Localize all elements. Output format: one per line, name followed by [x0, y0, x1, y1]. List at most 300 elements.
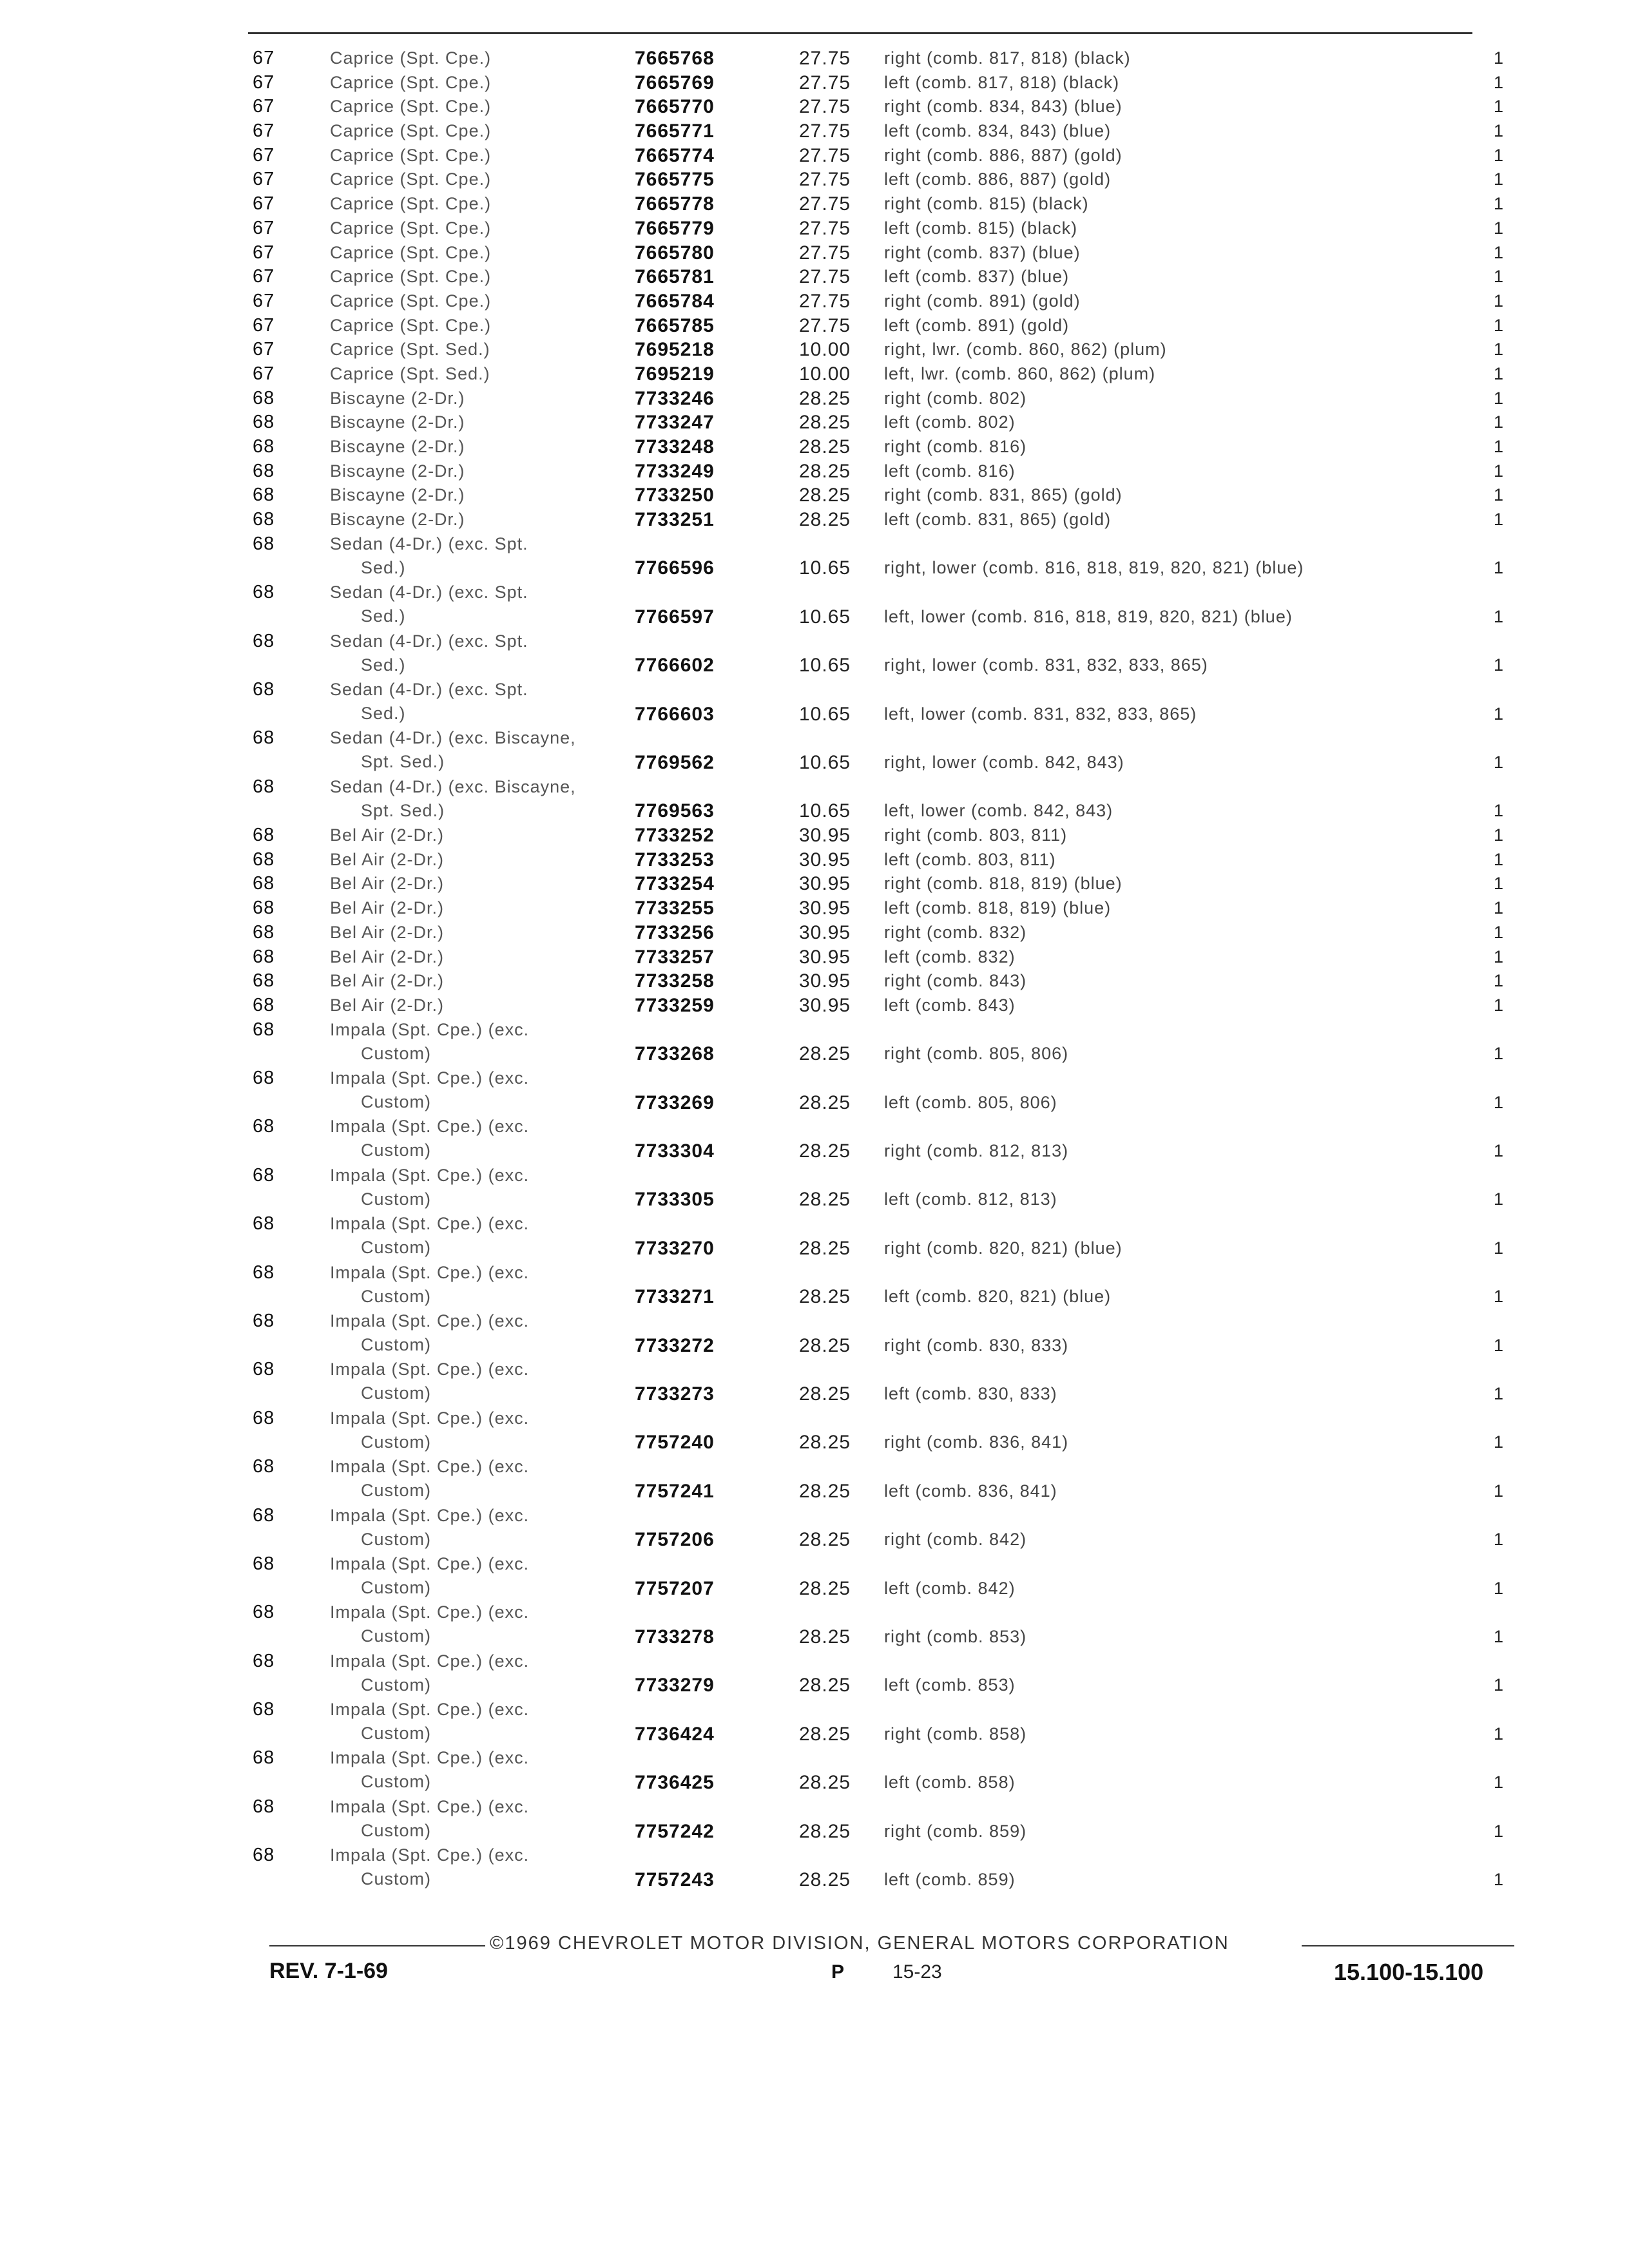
- quantity: 1: [1494, 194, 1505, 214]
- part-description: right (comb. 820, 821) (blue): [884, 1238, 1123, 1258]
- model-description: [330, 945, 613, 969]
- part-number: 7665775: [635, 169, 715, 191]
- table-row: [0, 896, 1629, 921]
- quantity: 1: [1494, 72, 1505, 92]
- table-row: [0, 1212, 1629, 1260]
- part-number: 7733246: [635, 387, 715, 409]
- top-rule: [248, 32, 1472, 34]
- quantity: 1: [1494, 291, 1505, 311]
- quantity: 1: [1494, 1092, 1505, 1112]
- model-description: [330, 192, 613, 216]
- quantity: 1: [1494, 121, 1505, 141]
- model-year: 67: [253, 96, 275, 117]
- quantity: 1: [1494, 1432, 1505, 1452]
- list-price: 28.25: [799, 1189, 851, 1211]
- quantity: 1: [1494, 1530, 1505, 1550]
- quantity: 1: [1494, 1189, 1505, 1209]
- part-number: 7733257: [635, 946, 715, 968]
- list-price: 28.25: [799, 1577, 851, 1599]
- list-price: 28.25: [799, 1383, 851, 1405]
- model-description: [330, 1212, 613, 1260]
- model-description: [330, 508, 613, 532]
- list-price: 28.25: [799, 1626, 851, 1648]
- quantity: 1: [1494, 242, 1505, 262]
- model-continuation: Sed.): [361, 703, 406, 723]
- model-continuation: Custom): [361, 1481, 432, 1501]
- model-line: Caprice (Spt. Cpe.): [330, 315, 492, 335]
- model-line: Impala (Spt. Cpe.) (exc.: [330, 1553, 530, 1573]
- list-price: 10.65: [799, 752, 851, 773]
- model-continuation: Custom): [361, 1675, 432, 1695]
- model-description: [330, 1746, 613, 1794]
- quantity: 1: [1494, 145, 1505, 165]
- list-price: 28.25: [799, 1675, 851, 1696]
- model-line: Caprice (Spt. Cpe.): [330, 218, 492, 238]
- model-line: Caprice (Spt. Cpe.): [330, 242, 492, 262]
- model-year: 68: [253, 460, 275, 481]
- model-year: 67: [253, 169, 275, 190]
- model-line: Impala (Spt. Cpe.) (exc.: [330, 1262, 530, 1282]
- model-description: [330, 144, 613, 168]
- model-line: Impala (Spt. Cpe.) (exc.: [330, 1165, 530, 1185]
- table-row: [0, 410, 1629, 435]
- model-year: 68: [253, 727, 275, 749]
- model-year: 67: [253, 290, 275, 311]
- part-number: 7665770: [635, 96, 715, 118]
- quantity: 1: [1494, 340, 1505, 360]
- model-year: 68: [253, 921, 275, 943]
- part-number: 7665780: [635, 242, 715, 264]
- table-row: [0, 1115, 1629, 1163]
- list-price: 27.75: [799, 48, 851, 69]
- model-year: 68: [253, 1456, 275, 1477]
- part-number: 7733254: [635, 873, 715, 895]
- model-year: 68: [253, 1164, 275, 1186]
- list-price: 30.95: [799, 970, 851, 992]
- model-description: [330, 1309, 613, 1357]
- table-row: [0, 241, 1629, 265]
- model-continuation: Custom): [361, 1772, 432, 1792]
- model-line: Caprice (Spt. Cpe.): [330, 145, 492, 165]
- part-number: 7733269: [635, 1091, 715, 1113]
- part-description: left (comb. 837) (blue): [884, 267, 1070, 287]
- model-description: [330, 338, 613, 361]
- model-line: Caprice (Spt. Cpe.): [330, 72, 492, 92]
- model-description: [330, 1407, 613, 1454]
- model-year: 68: [253, 1699, 275, 1720]
- model-description: [330, 1164, 613, 1211]
- part-description: left (comb. 830, 833): [884, 1384, 1057, 1404]
- table-row: [0, 823, 1629, 848]
- part-number: 7766597: [635, 606, 715, 628]
- part-description: left (comb. 843): [884, 995, 1016, 1015]
- model-line: Sedan (4-Dr.) (exc. Biscayne,: [330, 728, 576, 748]
- quantity: 1: [1494, 995, 1505, 1015]
- model-description: [330, 168, 613, 191]
- table-row: [0, 387, 1629, 411]
- model-line: Impala (Spt. Cpe.) (exc.: [330, 1845, 530, 1865]
- quantity: 1: [1494, 801, 1505, 821]
- part-number: 7733271: [635, 1286, 715, 1308]
- model-year: 68: [253, 1504, 275, 1526]
- model-line: Caprice (Spt. Cpe.): [330, 169, 492, 189]
- model-description: [330, 483, 613, 507]
- footer-rule-left: [269, 1945, 485, 1946]
- part-description: right (comb. 891) (gold): [884, 291, 1081, 311]
- quantity: 1: [1494, 461, 1505, 481]
- model-continuation: Custom): [361, 1820, 432, 1840]
- table-row: [0, 1261, 1629, 1309]
- model-year: 67: [253, 120, 275, 142]
- part-description: right (comb. 837) (blue): [884, 242, 1081, 262]
- model-line: Bel Air (2-Dr.): [330, 898, 445, 918]
- model-line: Bel Air (2-Dr.): [330, 922, 445, 942]
- part-description: right (comb. 805, 806): [884, 1044, 1069, 1064]
- quantity: 1: [1494, 655, 1505, 675]
- model-continuation: Custom): [361, 1286, 432, 1306]
- table-row: [0, 46, 1629, 71]
- model-line: Impala (Spt. Cpe.) (exc.: [330, 1408, 530, 1428]
- model-description: [330, 581, 613, 628]
- page-number: 15-23: [892, 1961, 942, 1983]
- list-price: 28.25: [799, 1043, 851, 1065]
- model-year: 68: [253, 970, 275, 992]
- part-number: 7733305: [635, 1189, 715, 1211]
- part-number: 7769563: [635, 800, 715, 822]
- model-line: Sedan (4-Dr.) (exc. Spt.: [330, 582, 528, 602]
- model-line: Caprice (Spt. Sed.): [330, 340, 490, 360]
- model-line: Impala (Spt. Cpe.) (exc.: [330, 1068, 530, 1088]
- model-year: 68: [253, 898, 275, 919]
- model-line: Impala (Spt. Cpe.) (exc.: [330, 1019, 530, 1039]
- model-year: 68: [253, 1262, 275, 1283]
- quantity: 1: [1494, 971, 1505, 991]
- model-line: Biscayne (2-Dr.): [330, 510, 465, 530]
- model-year: 68: [253, 582, 275, 603]
- model-year: 68: [253, 509, 275, 530]
- model-year: 68: [253, 994, 275, 1015]
- footer-rule-right: [1302, 1945, 1514, 1946]
- quantity: 1: [1494, 825, 1505, 845]
- model-description: [330, 1600, 613, 1648]
- list-price: 27.75: [799, 266, 851, 288]
- part-number: 7733247: [635, 412, 715, 434]
- table-row: [0, 581, 1629, 629]
- model-year: 68: [253, 825, 275, 846]
- quantity: 1: [1494, 1675, 1505, 1695]
- part-description: right (comb. 842): [884, 1530, 1027, 1550]
- quantity: 1: [1494, 1044, 1505, 1064]
- part-description: left, lower (comb. 842, 843): [884, 801, 1113, 821]
- model-description: [330, 1261, 613, 1309]
- model-description: [330, 726, 613, 774]
- model-line: Bel Air (2-Dr.): [330, 825, 445, 845]
- part-description: right (comb. 817, 818) (black): [884, 48, 1131, 68]
- section-reference: 15.100-15.100: [1334, 1959, 1484, 1985]
- table-row: [0, 1018, 1629, 1066]
- model-year: 68: [253, 1602, 275, 1623]
- table-row: [0, 848, 1629, 872]
- quantity: 1: [1494, 1481, 1505, 1501]
- list-price: 30.95: [799, 873, 851, 895]
- list-price: 27.75: [799, 242, 851, 264]
- part-description: left (comb. 853): [884, 1675, 1016, 1695]
- list-price: 27.75: [799, 290, 851, 312]
- part-description: right, lower (comb. 831, 832, 833, 865): [884, 655, 1208, 675]
- part-description: left (comb. 842): [884, 1578, 1016, 1598]
- quantity: 1: [1494, 412, 1505, 432]
- list-price: 30.95: [799, 994, 851, 1016]
- part-number: 7757240: [635, 1432, 715, 1454]
- quantity: 1: [1494, 1335, 1505, 1355]
- part-description: right (comb. 836, 841): [884, 1432, 1069, 1452]
- part-description: left (comb. 832): [884, 947, 1016, 966]
- part-number: 7733250: [635, 485, 715, 506]
- model-year: 68: [253, 533, 275, 554]
- table-row: [0, 1698, 1629, 1746]
- part-number: 7733253: [635, 849, 715, 870]
- part-number: 7733258: [635, 970, 715, 992]
- model-year: 67: [253, 339, 275, 360]
- table-row: [0, 192, 1629, 216]
- quantity: 1: [1494, 1578, 1505, 1598]
- model-year: 68: [253, 436, 275, 457]
- quantity: 1: [1494, 874, 1505, 894]
- part-description: right (comb. 843): [884, 971, 1027, 991]
- model-line: Impala (Spt. Cpe.) (exc.: [330, 1602, 530, 1622]
- model-description: [330, 1066, 613, 1114]
- model-year: 68: [253, 387, 275, 408]
- model-description: [330, 46, 613, 70]
- part-number: 7733279: [635, 1675, 715, 1696]
- list-price: 28.25: [799, 1869, 851, 1890]
- model-year: 68: [253, 1213, 275, 1235]
- part-description: left (comb. 834, 843) (blue): [884, 121, 1112, 141]
- model-year: 67: [253, 242, 275, 263]
- part-description: right, lwr. (comb. 860, 862) (plum): [884, 340, 1167, 360]
- list-price: 28.25: [799, 1529, 851, 1551]
- list-price: 28.25: [799, 509, 851, 531]
- part-description: left (comb. 820, 821) (blue): [884, 1287, 1112, 1307]
- model-description: [330, 119, 613, 143]
- list-price: 27.75: [799, 120, 851, 142]
- part-description: right (comb. 886, 887) (gold): [884, 145, 1123, 165]
- model-year: 67: [253, 72, 275, 93]
- model-year: 68: [253, 1650, 275, 1671]
- model-continuation: Custom): [361, 1043, 432, 1063]
- model-description: [330, 532, 613, 580]
- quantity: 1: [1494, 1238, 1505, 1258]
- model-description: [330, 775, 613, 823]
- part-number: 7733249: [635, 460, 715, 482]
- model-continuation: Sed.): [361, 606, 406, 626]
- part-description: right (comb. 815) (black): [884, 194, 1089, 214]
- model-year: 67: [253, 314, 275, 336]
- part-description: right (comb. 834, 843) (blue): [884, 97, 1123, 117]
- model-year: 67: [253, 193, 275, 215]
- quantity: 1: [1494, 704, 1505, 724]
- list-price: 30.95: [799, 898, 851, 919]
- model-year: 68: [253, 1553, 275, 1574]
- part-description: left (comb. 891) (gold): [884, 315, 1070, 335]
- table-row: [0, 994, 1629, 1018]
- model-continuation: Custom): [361, 1189, 432, 1209]
- model-year: 68: [253, 412, 275, 433]
- model-description: [330, 994, 613, 1017]
- quantity: 1: [1494, 485, 1505, 505]
- part-number: 7766602: [635, 655, 715, 677]
- list-price: 27.75: [799, 314, 851, 336]
- part-description: right, lower (comb. 842, 843): [884, 753, 1124, 772]
- table-row: [0, 1407, 1629, 1455]
- quantity: 1: [1494, 363, 1505, 383]
- table-row: [0, 945, 1629, 970]
- quantity: 1: [1494, 753, 1505, 772]
- part-number: 7733255: [635, 898, 715, 919]
- part-description: right (comb. 812, 813): [884, 1141, 1069, 1161]
- model-continuation: Custom): [361, 1626, 432, 1646]
- list-price: 10.00: [799, 363, 851, 385]
- model-year: 68: [253, 776, 275, 797]
- part-number: 7733268: [635, 1043, 715, 1065]
- part-number: 7665784: [635, 290, 715, 312]
- model-year: 68: [253, 1845, 275, 1866]
- list-price: 30.95: [799, 825, 851, 847]
- table-row: [0, 508, 1629, 532]
- model-description: [330, 896, 613, 920]
- list-price: 27.75: [799, 96, 851, 118]
- part-number: 7733251: [635, 509, 715, 531]
- model-description: [330, 241, 613, 265]
- list-price: 28.25: [799, 1140, 851, 1162]
- parts-table: [0, 46, 1629, 1892]
- model-line: Bel Air (2-Dr.): [330, 874, 445, 894]
- list-price: 30.95: [799, 849, 851, 870]
- model-line: Biscayne (2-Dr.): [330, 412, 465, 432]
- quantity: 1: [1494, 1384, 1505, 1404]
- table-row: [0, 678, 1629, 726]
- model-line: Impala (Spt. Cpe.) (exc.: [330, 1360, 530, 1379]
- model-description: [330, 629, 613, 677]
- model-description: [330, 410, 613, 434]
- table-row: [0, 1552, 1629, 1600]
- list-price: 28.25: [799, 1772, 851, 1794]
- list-price: 27.75: [799, 217, 851, 239]
- part-number: 7757207: [635, 1577, 715, 1599]
- model-year: 68: [253, 1310, 275, 1331]
- table-row: [0, 95, 1629, 119]
- table-row: [0, 289, 1629, 314]
- model-year: 68: [253, 630, 275, 651]
- table-row: [0, 532, 1629, 581]
- part-number: 7757206: [635, 1529, 715, 1551]
- model-continuation: Custom): [361, 1432, 432, 1452]
- model-line: Biscayne (2-Dr.): [330, 388, 465, 408]
- list-price: 27.75: [799, 193, 851, 215]
- list-price: 28.25: [799, 485, 851, 506]
- quantity: 1: [1494, 558, 1505, 578]
- model-line: Sedan (4-Dr.) (exc. Spt.: [330, 631, 528, 651]
- table-row: [0, 71, 1629, 95]
- model-description: [330, 921, 613, 945]
- model-description: [330, 1358, 613, 1405]
- quantity: 1: [1494, 388, 1505, 408]
- quantity: 1: [1494, 898, 1505, 918]
- quantity: 1: [1494, 315, 1505, 335]
- list-price: 27.75: [799, 144, 851, 166]
- model-line: Impala (Spt. Cpe.) (exc.: [330, 1651, 530, 1671]
- model-continuation: Custom): [361, 1334, 432, 1354]
- list-price: 28.25: [799, 412, 851, 434]
- list-price: 28.25: [799, 387, 851, 409]
- model-description: [330, 1552, 613, 1600]
- model-description: [330, 969, 613, 993]
- list-price: 28.25: [799, 1723, 851, 1745]
- model-description: [330, 1455, 613, 1503]
- table-row: [0, 314, 1629, 338]
- table-row: [0, 1455, 1629, 1503]
- list-price: 10.00: [799, 339, 851, 361]
- part-description: left (comb. 815) (black): [884, 218, 1078, 238]
- model-continuation: Custom): [361, 1577, 432, 1597]
- part-number: 7733278: [635, 1626, 715, 1648]
- model-line: Caprice (Spt. Cpe.): [330, 291, 492, 311]
- part-number: 7665781: [635, 266, 715, 288]
- model-line: Sedan (4-Dr.) (exc. Biscayne,: [330, 776, 576, 796]
- part-number: 7665769: [635, 72, 715, 93]
- table-row: [0, 872, 1629, 896]
- quantity: 1: [1494, 1869, 1505, 1889]
- model-description: [330, 1504, 613, 1552]
- table-row: [0, 629, 1629, 678]
- quantity: 1: [1494, 1141, 1505, 1161]
- part-number: 7733248: [635, 436, 715, 457]
- model-line: Caprice (Spt. Cpe.): [330, 48, 492, 68]
- part-description: left (comb. 858): [884, 1773, 1016, 1792]
- model-description: [330, 1115, 613, 1162]
- list-price: 30.95: [799, 921, 851, 943]
- model-description: [330, 848, 613, 872]
- table-row: [0, 459, 1629, 484]
- model-description: [330, 435, 613, 459]
- model-line: Sedan (4-Dr.) (exc. Spt.: [330, 679, 528, 699]
- quantity: 1: [1494, 97, 1505, 117]
- model-year: 68: [253, 678, 275, 700]
- model-line: Caprice (Spt. Sed.): [330, 363, 490, 383]
- part-number: 7733256: [635, 921, 715, 943]
- part-description: right (comb. 803, 811): [884, 825, 1068, 845]
- table-row: [0, 775, 1629, 823]
- part-number: 7757241: [635, 1480, 715, 1502]
- model-line: Bel Air (2-Dr.): [330, 947, 445, 966]
- list-price: 28.25: [799, 1237, 851, 1259]
- list-price: 10.65: [799, 655, 851, 677]
- quantity: 1: [1494, 169, 1505, 189]
- copyright-notice: ©1969 CHEVROLET MOTOR DIVISION, GENERAL MOTORS CORPORATION: [490, 1933, 1229, 1954]
- table-row: [0, 1600, 1629, 1649]
- model-line: Bel Air (2-Dr.): [330, 971, 445, 991]
- part-number: 7665785: [635, 314, 715, 336]
- part-description: right (comb. 830, 833): [884, 1335, 1069, 1355]
- model-description: [330, 459, 613, 483]
- part-description: left (comb. 886, 887) (gold): [884, 169, 1112, 189]
- model-line: Impala (Spt. Cpe.) (exc.: [330, 1796, 530, 1816]
- quantity: 1: [1494, 267, 1505, 287]
- model-year: 68: [253, 1116, 275, 1137]
- table-row: [0, 1309, 1629, 1358]
- model-description: [330, 1795, 613, 1843]
- model-line: Biscayne (2-Dr.): [330, 461, 465, 481]
